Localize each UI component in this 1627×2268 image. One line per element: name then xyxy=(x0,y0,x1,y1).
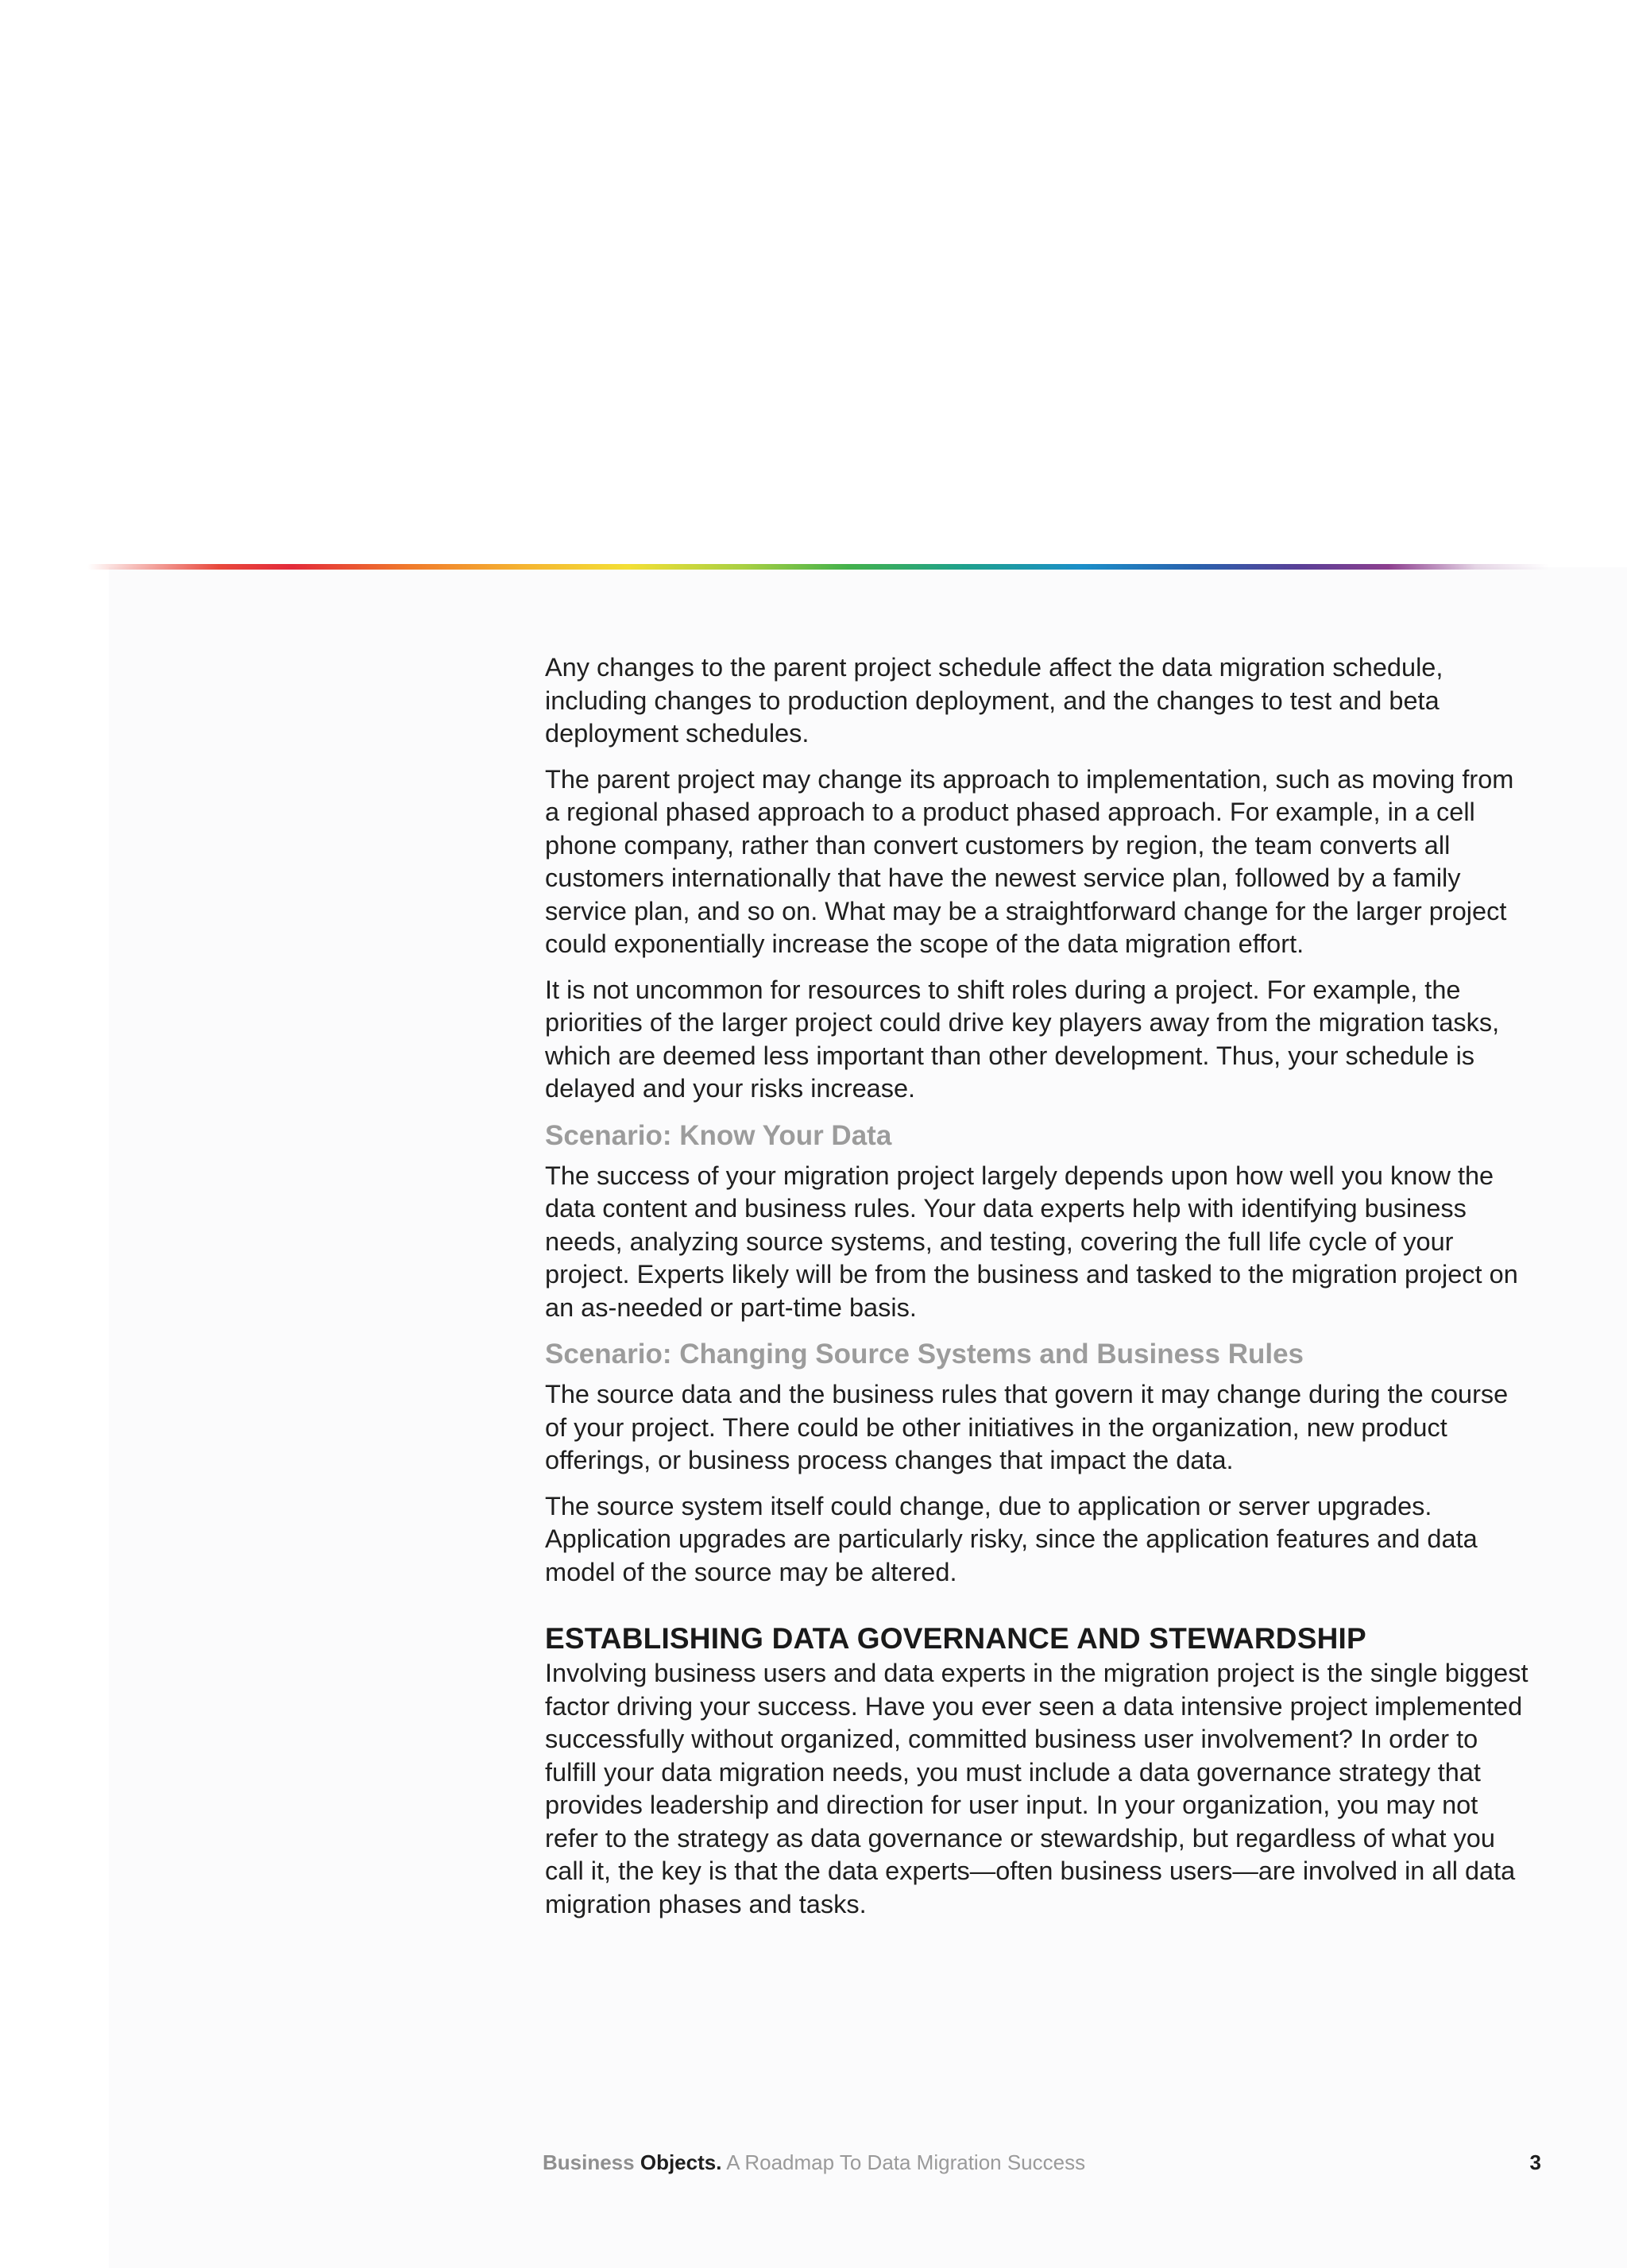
paragraph-data-governance: Involving business users and data experts in the migration project is the single biggest factor driving your success. Have you ever seen a data intensive project implemented successfully without organized, committed business user involvement? In order to fulfill your data migration needs, you must include a data governance strategy that provides leadership and direction for user input. In your organization, you may not refer to the strategy as data governance or stewardship, but regardless of what you call it, the key is that the data experts—often business users—are involved in all data migration phases and tasks. xyxy=(545,1659,1528,1918)
subheading-know-your-data: Scenario: Know Your Data xyxy=(545,1119,892,1151)
footer-document-title: A Roadmap To Data Migration Success xyxy=(726,2150,1086,2174)
page-number: 3 xyxy=(1529,2150,1541,2174)
paragraph-resource-shifts: It is not uncommon for resources to shift roles during a project. For example, the priorities of the larger project could drive key players away from the migration tasks, which are deemed less important than other development. Thus, your schedule is delayed and your risks increase. xyxy=(545,975,1500,1103)
main-content xyxy=(545,651,1530,1934)
page-footer xyxy=(543,2150,1085,2175)
subheading-changing-source-systems: Scenario: Changing Source Systems and Business Rules xyxy=(545,1339,1304,1370)
footer-brand-business: Business xyxy=(543,2150,635,2174)
paragraph-source-data-changes: The source data and the business rules that govern it may change during the course of your project. There could be other initiatives in the organization, new product offerings, or business process changes that impact the data. xyxy=(545,1380,1509,1474)
paragraph-know-your-data: The success of your migration project largely depends upon how well you know the data content and business rules. Your data experts help with identifying business needs, analyzing source systems, and testing, covering the full life cycle of your project. Experts likely will be from the business and tasked to the migration project on an as-needed or part-time basis. xyxy=(545,1161,1518,1322)
rainbow-divider xyxy=(87,564,1549,570)
section-heading-data-governance: ESTABLISHING DATA GOVERNANCE AND STEWARDSHIP xyxy=(545,1622,1366,1655)
paragraph-source-system-upgrades: The source system itself could change, due to application or server upgrades. Application upgrades are particularly risky, since the application features and data model of the source may be altered. xyxy=(545,1491,1478,1586)
paragraph-schedule-changes: Any changes to the parent project schedule affect the data migration schedule, including changes to production deployment, and the changes to test and beta deployment schedules. xyxy=(545,653,1443,748)
footer-brand-objects: Objects. xyxy=(640,2150,722,2174)
paragraph-approach-changes: The parent project may change its approach to implementation, such as moving from a regional phased approach to a product phased approach. For example, in a cell phone company, rather than convert customers by region, the team converts all customers internationally that have the newest service plan, followed by a family service plan, and so on. What may be a straightforward change for the larger project could exponentially increase the scope of the data migration effort. xyxy=(545,764,1514,958)
